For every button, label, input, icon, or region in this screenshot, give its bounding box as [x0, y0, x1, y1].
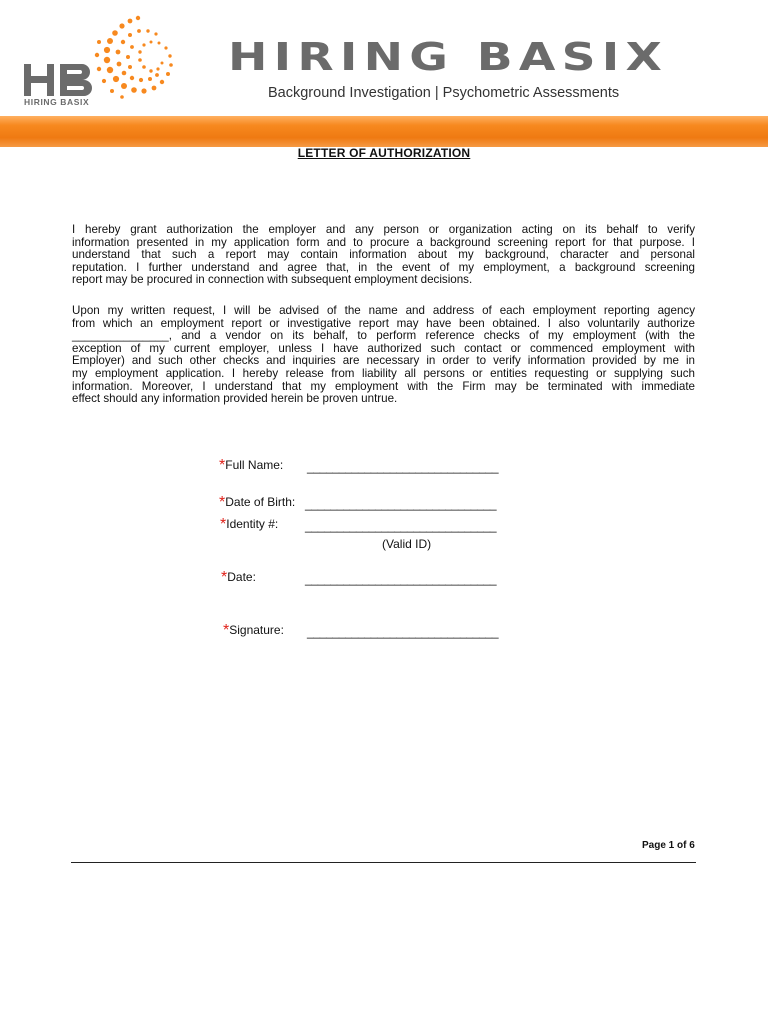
required-marker: * — [221, 569, 228, 586]
paragraph-line: understand that such a report may contain information about my background, character and personal — [72, 248, 695, 262]
valid-id-note: (Valid ID) — [382, 537, 432, 551]
required-marker: * — [219, 494, 226, 511]
document-title: LETTER OF AUTHORIZATION — [297, 146, 471, 160]
paragraph-line: effect should any information provided herein be proven untrue. — [72, 392, 398, 406]
paragraph-line: report may be procured in connection with subsequent employment decisions. — [72, 273, 473, 287]
logo-graphic — [20, 12, 175, 108]
header-band — [0, 116, 768, 147]
paragraph-line: information. Moreover, I understand that my employment with the Firm may be terminated with immediate — [72, 379, 695, 393]
svg-text:HIRING BASIX: HIRING BASIX — [228, 35, 668, 78]
required-marker: * — [220, 516, 227, 533]
paragraph-line: my employment application. I hereby release from liability all persons or entities requesting or supplying such — [72, 366, 695, 380]
signature-label: *Signature: — [223, 622, 284, 639]
signature-field[interactable]: ______________________________ — [307, 625, 499, 639]
company-logo — [20, 12, 175, 108]
paragraph-line: exception of my current employer, unless I have authorized such contact or commenced employment with — [72, 341, 695, 355]
brand-name — [228, 34, 670, 78]
svg-text:HIRING BASIX: HIRING BASIX — [24, 97, 90, 107]
paragraph-line: _______________, and a vendor on its behalf, to perform reference checks of my employment (with the — [72, 329, 695, 343]
paragraph-line: Upon my written request, I will be advised of the name and address of each employment reporting agency — [72, 304, 695, 317]
authorization-paragraph-1 — [72, 224, 695, 287]
required-marker: * — [219, 457, 226, 474]
paragraph-line: reputation. I further understand and agree that, in the event of my employment, a background screening — [72, 260, 695, 274]
tagline: Background Investigation | Psychometric Assessments — [268, 85, 620, 101]
date-label: *Date: — [221, 569, 256, 586]
date-of-birth-label: *Date of Birth: — [219, 494, 296, 511]
identity-number-field[interactable]: ______________________________ — [305, 519, 497, 533]
authorization-paragraph-2 — [72, 305, 695, 406]
required-marker: * — [223, 622, 230, 639]
full-name-field[interactable]: ______________________________ — [307, 460, 499, 474]
date-field[interactable]: ______________________________ — [305, 572, 497, 586]
paragraph-line: Employer) and such other checks and inquiries are necessary in order to verify information provided by me in — [72, 354, 695, 368]
paragraph-line: from which an employment report or investigative report may have been obtained. I also voluntarily authorize — [72, 316, 695, 330]
paragraph-line: information presented in my application form and to procure a background screening report for that purpose. I — [72, 235, 695, 249]
header-band-shade — [0, 116, 260, 147]
identity-number-label: *Identity #: — [220, 516, 279, 533]
paragraph-line: I hereby grant authorization the employer and any person or organization acting on its behalf to verify — [72, 223, 695, 236]
full-name-label: *Full Name: — [219, 457, 284, 474]
footer-divider — [71, 862, 696, 863]
date-of-birth-field[interactable]: ______________________________ — [305, 497, 497, 511]
page-number: Page 1 of 6 — [642, 840, 695, 851]
